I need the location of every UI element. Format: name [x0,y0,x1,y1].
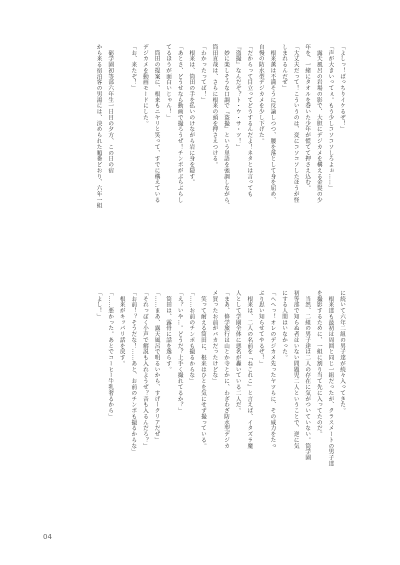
page-number: 04 [43,533,52,541]
body-text-lower: に続いて六年二組の男子達が続々入ってきた。 根来達も最初は周囲と同じ一組だったが、クラスメートの男子達 を撮影するために、一組に割り当て先に入ってたのだ。 当然、二組の男子達は二人の存在に気がついていない。筒学園 初等部で知らぬ者はいない問題児二人ということで、逆に気 にする人間はいなかった。 「へへっ！オレのデジカメ先ったヤツらに、その威力をたっ ぷり思い知らせてやるぜ！」 根来は、二人の名前を『ねこれこ』と言えば、イタズラ魔 人として学園全体に悪名が轟いている二人だ。 「まあ、修学旅行は山とか寺とかに、わざわざ防水型デジカ メ買ったお前がバカだったけどな」 笑って耐える筒田に、根来はひとを気にせず撮っている。 「……お前のチンポも撮るからな」 「え？いや…。どうだ？上手く撮れてるか？」 筒田は、露骨に話を逸らす。 「……まあ、露天風呂で明るいから、すげークリアだぜ」 「それっぽく小声で解説も入れようぜ？音も入るんだろ？」 「お前！？そうだな！……あと、お前のチンポも撮るからな」 根来がキッパリ話を戻す。 「……悪かった。あとでコーヒー牛乳奢るから」 「よし！」 [95,290,345,467]
body-text-upper: 「よしっ！ばっちりイケるぜ！」 「声が大きいってぇ。もう少しコソコソしろよぉ……」 露天風呂の岩場の影で、大胆にデジカメを構える金髪の少 年を、一緒にタオルを巻いた少年が慌てて押さえ込む。 「大丈夫だって！こういうのは、変にコソコソしたほうが怪 しまれるんだぜ」 根来薫は不満そうに反論しつつ、腰を落として身を屈め、 自慢の防水型デジカメを少し下げた。 「だからって目立ってどうするんだよ！ネタとは言っても 『盗撮』なんだぞ？ト・ウ・サ・ツ！」 妙に楽しそうな口調で『盗撮』という単語を強調しながら、 筒田直哉は、さらに根来の頭を押さえつける。 「わかったってば！」 根来は、筒田の手を払いのけながら岩に身を隠す。 「あとさ、どうせなら動画で撮ろうぜ！チンポがぶらぶらし てるほうが面白いじゃん！」 筒田の提案に、根来もニヤリと笑って、すでに構えている デジカメを動画モードにした。 「お、来たぞ！」 砺学園初等部六年生一日目の夕方、この日の宿 から来る宿泊客の男湯には、決められた順番どおり、六年一組 [95,44,345,209]
